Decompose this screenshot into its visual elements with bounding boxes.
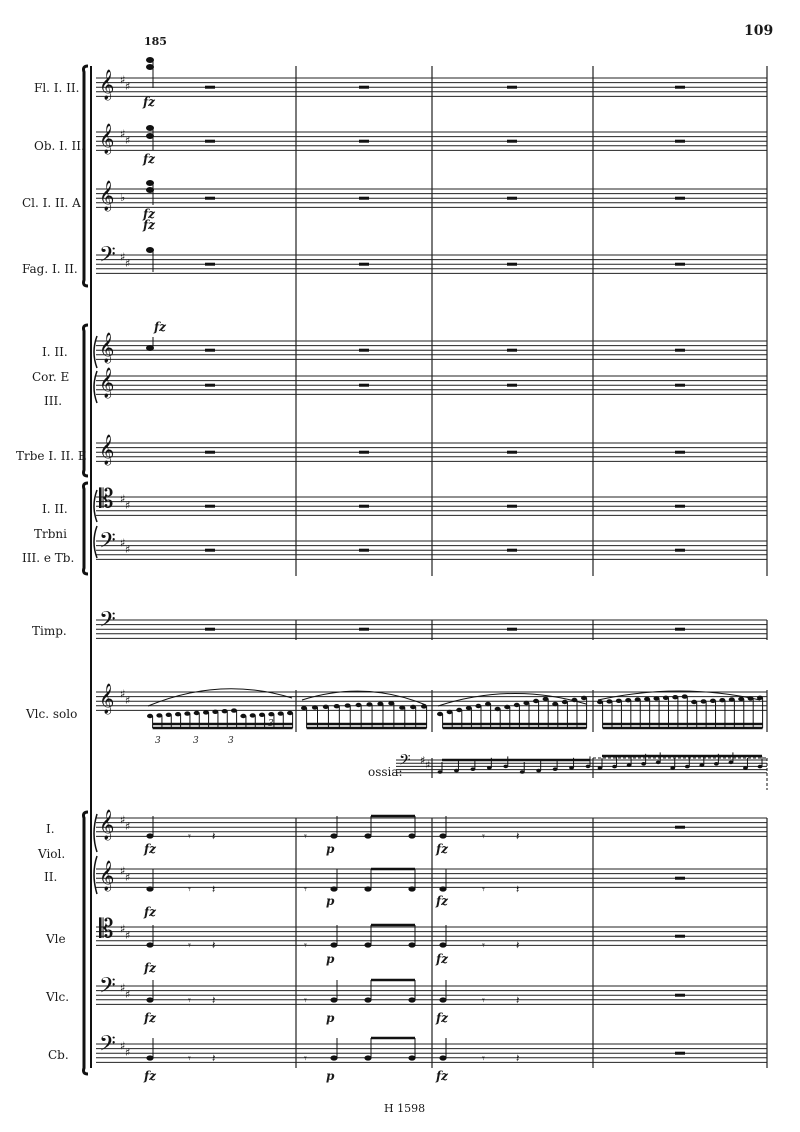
- cello-solo-passage: [147, 689, 763, 746]
- quarter-rest-b3: 𝄽: [516, 1052, 520, 1065]
- eighth-rest-b3: 𝄾: [482, 883, 485, 896]
- eighth-rest-b2: 𝄾: [304, 1052, 307, 1065]
- quarter-rest-b3: 𝄽: [516, 830, 520, 843]
- eighth-rest-b1: 𝄾: [188, 1052, 191, 1065]
- solo-note: [738, 697, 744, 701]
- dynamic-p-vln2-b2: p: [326, 894, 335, 908]
- eighth-rest-b2: 𝄾: [304, 994, 307, 1007]
- clef-13: 𝄞: [99, 810, 115, 841]
- dynamic-fz-horns: fz: [154, 320, 166, 334]
- eighth-rest-b2: 𝄾: [304, 939, 307, 952]
- measure-rests: [205, 87, 685, 1053]
- sharp-17: ♯: [120, 1039, 126, 1053]
- quarter-rest-b1: 𝄽: [212, 994, 216, 1007]
- quarter-rest-b1: 𝄽: [212, 1052, 216, 1065]
- clef-7: 𝄞: [99, 435, 115, 466]
- sharp-4: ♯: [120, 250, 126, 264]
- dynamic-fz-vla-b3: fz: [436, 952, 448, 966]
- sharp-11: ♯: [120, 687, 126, 701]
- label-violas: Vle: [46, 932, 66, 946]
- eighth-rest-b1: 𝄾: [188, 939, 191, 952]
- eighth-rest-b2: 𝄾: [304, 883, 307, 896]
- dynamic-p-vlc-b2: p: [326, 1011, 335, 1025]
- tuplet-2: 3: [193, 736, 199, 746]
- solo-note: [635, 697, 641, 701]
- label-clarinets: Cl. I. II. A: [22, 196, 81, 210]
- barlines: [296, 66, 767, 1068]
- label-basses: Cb.: [48, 1048, 69, 1062]
- dynamic-fz-clarinets-2: fz: [143, 218, 155, 232]
- sharp-1: ♯: [120, 73, 126, 87]
- sharp-9: ♯: [120, 536, 126, 550]
- clef-5: 𝄞: [99, 333, 115, 364]
- eighth-rest-b3: 𝄾: [482, 939, 485, 952]
- label-trombones-12: I. II.: [42, 502, 68, 516]
- label-violin-2: II.: [44, 870, 58, 884]
- eighth-rest-b2: 𝄾: [304, 830, 307, 843]
- dynamic-p-vla-b2: p: [326, 952, 335, 966]
- dynamic-fz-vla-b1: fz: [144, 961, 156, 975]
- clef-4: 𝄢: [99, 242, 116, 273]
- clef-10: 𝄢: [99, 607, 116, 638]
- clef-15: 𝄡: [99, 914, 114, 945]
- clef-6: 𝄞: [99, 368, 115, 399]
- dynamic-fz-cb-b1: fz: [144, 1069, 156, 1083]
- eighth-rest-b3: 𝄾: [482, 994, 485, 1007]
- dynamic-p-vln1-b2: p: [326, 842, 335, 856]
- clef-12: 𝄢: [399, 751, 411, 773]
- dynamic-fz-vlc-b1: fz: [144, 1011, 156, 1025]
- tuplet-1: 3: [155, 736, 161, 746]
- sharp-16: ♯: [120, 981, 126, 995]
- sharp-12b: ♯: [425, 758, 431, 772]
- solo-note: [653, 696, 659, 700]
- solo-note: [710, 699, 716, 703]
- eighth-rest-b1: 𝄾: [188, 883, 191, 896]
- sharp-1b: ♯: [125, 79, 131, 93]
- dynamic-fz-clarinets-1: fz: [143, 207, 155, 221]
- sharp-13: ♯: [120, 813, 126, 827]
- label-cello-solo: Vlc. solo: [26, 707, 78, 721]
- dynamic-fz-vln1-b1: fz: [144, 842, 156, 856]
- dynamic-fz-vln2-b3: fz: [436, 894, 448, 908]
- quarter-rest-b3: 𝄽: [516, 939, 520, 952]
- clef-1: 𝄞: [99, 70, 115, 101]
- label-trombones: Trbni: [34, 527, 67, 541]
- clef-14: 𝄞: [99, 861, 115, 892]
- clef-11: 𝄞: [99, 684, 115, 715]
- dynamic-fz-vln1-b3: fz: [436, 842, 448, 856]
- eighth-rest-b3: 𝄾: [482, 830, 485, 843]
- sharp-15: ♯: [120, 922, 126, 936]
- sharp-2b: ♯: [125, 133, 131, 147]
- quarter-rest-b3: 𝄽: [516, 883, 520, 896]
- dynamic-p-cb-b2: p: [326, 1069, 335, 1083]
- measure-number: 185: [144, 35, 167, 48]
- flat-clarinet: ♭: [120, 190, 126, 204]
- solo-note: [663, 696, 669, 700]
- dynamic-fz-vlc-b3: fz: [436, 1011, 448, 1025]
- sharp-trb-b: ♯: [125, 498, 131, 512]
- dynamic-fz-vln2-b1: fz: [144, 905, 156, 919]
- tuplet-3: 3: [228, 736, 234, 746]
- footer-plate-number: H 1598: [384, 1102, 426, 1115]
- label-oboes: Ob. I. II.: [34, 139, 85, 153]
- solo-note: [562, 700, 568, 704]
- clef-8: 𝄡: [99, 484, 114, 515]
- label-cellos: Vlc.: [46, 990, 70, 1004]
- clef-2: 𝄞: [99, 124, 115, 155]
- sharp-2: ♯: [120, 127, 126, 141]
- clef-3: 𝄞: [99, 181, 115, 212]
- brackets: [84, 66, 98, 1074]
- sharp-12: ♯: [420, 753, 426, 767]
- solo-note: [682, 694, 688, 698]
- label-horns-12: I. II.: [42, 345, 68, 359]
- solo-note: [514, 703, 520, 707]
- quarter-rest-b1: 𝄽: [212, 883, 216, 896]
- eighth-rest-b1: 𝄾: [188, 994, 191, 1007]
- label-trumpets: Trbe I. II. E: [16, 449, 87, 463]
- sharp-trb-a: ♯: [120, 492, 126, 506]
- label-bassoons: Fag. I. II.: [22, 262, 78, 276]
- solo-note: [543, 697, 549, 701]
- quarter-rest-b3: 𝄽: [516, 994, 520, 1007]
- quarter-rest-b1: 𝄽: [212, 939, 216, 952]
- sharp-14: ♯: [120, 864, 126, 878]
- sharp-11b: ♯: [125, 693, 131, 707]
- label-trombone-3-tuba: III. e Tb.: [22, 551, 75, 565]
- sharp-9b: ♯: [125, 542, 131, 556]
- sharp-17b: ♯: [125, 1045, 131, 1059]
- label-violins: Viol.: [38, 847, 66, 861]
- sharp-15b: ♯: [125, 928, 131, 942]
- solo-note: [606, 699, 612, 703]
- label-violin-1: I.: [46, 822, 55, 836]
- clef-9: 𝄢: [99, 528, 116, 559]
- label-horns-3: III.: [44, 394, 63, 408]
- label-timpani: Timp.: [32, 624, 67, 638]
- dynamic-fz-cb-b3: fz: [436, 1069, 448, 1083]
- instrument-labels: [16, 81, 87, 1062]
- sharp-13b: ♯: [125, 819, 131, 833]
- clef-17: 𝄢: [99, 1031, 116, 1062]
- page-number: 109: [744, 23, 774, 39]
- quarter-rest-b1: 𝄽: [212, 830, 216, 843]
- sharp-16b: ♯: [125, 987, 131, 1001]
- ossia-label: ossia:: [368, 765, 403, 779]
- sharp-4b: ♯: [125, 256, 131, 270]
- staff-12: [396, 751, 767, 772]
- label-flutes: Fl. I. II.: [34, 81, 80, 95]
- label-horns: Cor. E: [32, 370, 70, 384]
- tuplet-4: 3: [268, 719, 274, 729]
- eighth-rest-b3: 𝄾: [482, 1052, 485, 1065]
- winds-bar-1: [142, 57, 167, 351]
- dynamic-fz-oboes: fz: [143, 152, 155, 166]
- clef-16: 𝄢: [99, 973, 116, 1004]
- sharp-14b: ♯: [125, 870, 131, 884]
- dynamic-fz-flutes: fz: [143, 95, 155, 109]
- eighth-rest-b1: 𝄾: [188, 830, 191, 843]
